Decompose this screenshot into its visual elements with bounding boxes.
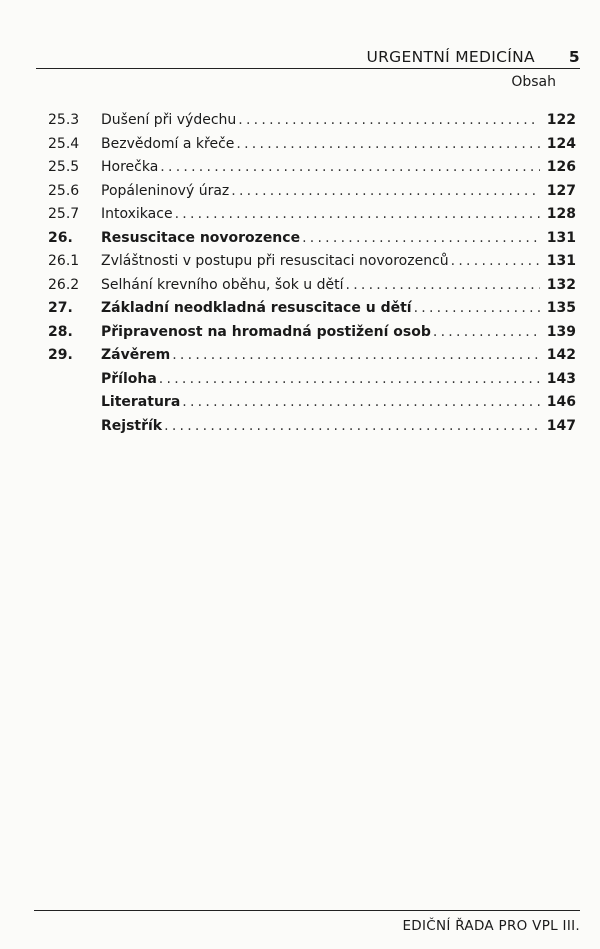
toc-entry-number: 25.6 <box>48 182 80 199</box>
toc-entry-title: Bezvědomí a křeče <box>101 135 235 152</box>
toc-entry-page: 135 <box>546 300 576 316</box>
dot-leader <box>175 206 540 222</box>
toc-entry-page: 126 <box>546 159 576 175</box>
toc-entry-number: 25.4 <box>48 135 80 152</box>
toc-entry <box>48 418 576 442</box>
dot-leader <box>182 394 540 410</box>
toc-entry-number: 26.2 <box>48 276 80 293</box>
section-subtitle: Obsah <box>511 74 556 90</box>
dot-leader <box>414 300 540 316</box>
toc-entry-title: Literatura <box>101 394 181 410</box>
toc-entry <box>48 253 576 277</box>
dot-leader <box>238 112 540 128</box>
toc-entry-title: Závěrem <box>101 347 171 363</box>
toc-entry <box>48 300 576 324</box>
toc-entry <box>48 136 576 160</box>
footer-rule <box>34 910 580 911</box>
toc-entry-number: 25.3 <box>48 112 80 128</box>
toc-entry-page: 146 <box>546 394 576 410</box>
toc-entry <box>48 324 576 348</box>
toc-entry-number: 29. <box>48 347 73 363</box>
dot-leader <box>172 347 540 363</box>
dot-leader <box>236 136 540 152</box>
toc-entry-page: 147 <box>546 417 576 434</box>
page-footer <box>34 910 580 934</box>
toc-entry-number: 26. <box>48 229 73 246</box>
toc-entry-page: 122 <box>546 112 576 128</box>
toc-entry-page: 131 <box>546 253 576 269</box>
toc-entry-title: Selhání krevního oběhu, šok u dětí <box>101 276 344 293</box>
dot-leader <box>231 183 540 199</box>
toc-entry-title: Dušení při výdechu <box>101 112 237 128</box>
toc-entry <box>48 183 576 207</box>
toc-entry-title: Rejstřík <box>101 417 163 434</box>
toc-entry-number: 28. <box>48 323 73 340</box>
toc-entry-title: Horečka <box>101 159 159 175</box>
toc-entry-page: 132 <box>546 276 576 293</box>
toc-entry <box>48 206 576 230</box>
series-name: EDIČNÍ ŘADA PRO VPL III. <box>402 918 580 934</box>
toc-entry <box>48 371 576 395</box>
dot-leader <box>164 418 540 434</box>
table-of-contents <box>48 112 576 441</box>
toc-entry-page: 143 <box>546 370 576 387</box>
dot-leader <box>451 253 540 269</box>
toc-entry-number: 25.7 <box>48 206 80 222</box>
toc-entry-title: Intoxikace <box>101 206 173 222</box>
toc-entry-number: 26.1 <box>48 253 80 269</box>
page-header <box>36 48 580 90</box>
toc-entry-title: Příloha <box>101 370 157 387</box>
toc-entry-page: 128 <box>546 206 576 222</box>
book-title: URGENTNÍ MEDICÍNA <box>366 48 535 66</box>
page-number: 5 <box>568 48 580 66</box>
header-rule <box>36 68 580 69</box>
toc-entry-title: Připravenost na hromadná postižení osob <box>101 323 431 340</box>
running-head <box>36 48 580 66</box>
toc-entry-page: 142 <box>546 347 576 363</box>
toc-entry <box>48 159 576 183</box>
toc-entry <box>48 112 576 136</box>
dot-leader <box>302 230 540 246</box>
toc-entry-page: 127 <box>546 182 576 199</box>
dot-leader <box>433 324 540 340</box>
toc-entry-title: Zvláštnosti v postupu při resuscitaci novorozenců <box>101 253 449 269</box>
toc-entry-title: Základní neodkladná resuscitace u dětí <box>101 300 412 316</box>
dot-leader <box>159 371 540 387</box>
dot-leader <box>160 159 540 175</box>
dot-leader <box>346 277 541 293</box>
toc-entry-title: Resuscitace novorozence <box>101 229 301 246</box>
toc-entry <box>48 347 576 371</box>
toc-entry <box>48 394 576 418</box>
toc-entry <box>48 230 576 254</box>
toc-entry-page: 139 <box>546 323 576 340</box>
toc-entry-number: 25.5 <box>48 159 80 175</box>
toc-entry-page: 131 <box>546 229 576 246</box>
toc-entry <box>48 277 576 301</box>
toc-entry-number: 27. <box>48 300 73 316</box>
toc-entry-page: 124 <box>546 135 576 152</box>
toc-entry-title: Popáleninový úraz <box>101 182 230 199</box>
